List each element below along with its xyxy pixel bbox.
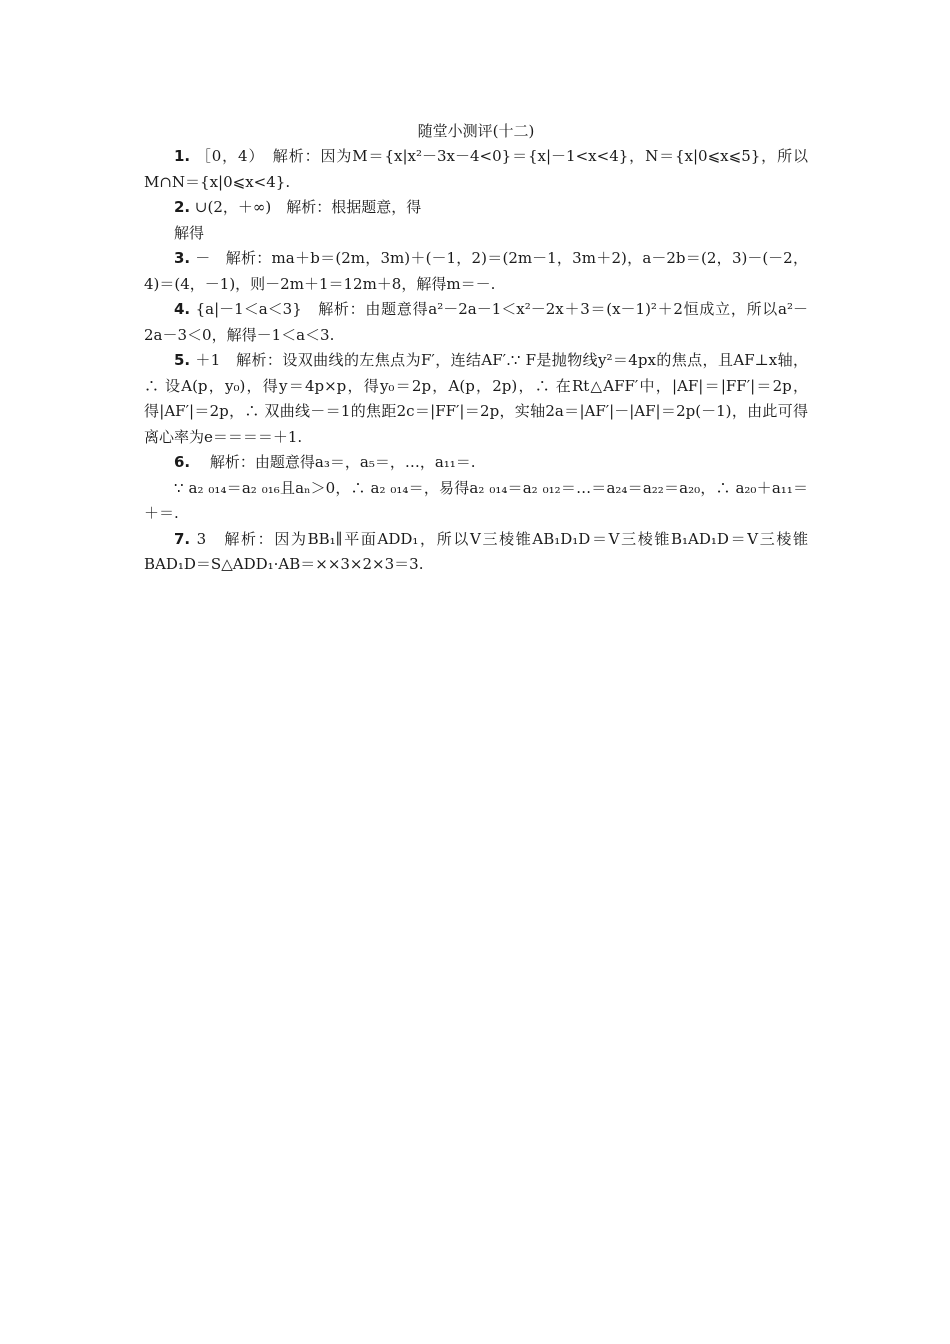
answer-text: ∪(2，＋∞) 解析：根据题意，得 [194,198,422,216]
answer-text: ∵ a₂ ₀₁₄＝a₂ ₀₁₆且aₙ＞0，∴ a₂ ₀₁₄＝，易得a₂ ₀₁₄＝a₂ ₀₁₂＝…＝a₂₄＝a₂₂＝a₂₀，∴ a₂₀＋a₁₁＝＋＝. [144,478,808,522]
answer-number: 2. [174,198,191,216]
answer-text: ［0，4） 解析：因为M＝{x|x²－3x－4<0}＝{x|－1<x<4}，N＝{x|0⩽x⩽5}，所以M∩N＝{x|0⩽x<4}. [144,147,808,191]
answer-3 [144,246,808,297]
answer-6-continued [144,476,808,527]
answer-2 [144,195,808,221]
answer-2-continued [144,221,808,247]
answer-text: 3 解析：因为BB₁∥平面ADD₁，所以V三棱锥AB₁D₁D＝V三棱锥B₁AD₁D＝V三棱锥BAD₁D＝S△ADD₁·AB＝××3×2×3＝3. [144,529,808,573]
answer-1 [144,144,808,195]
answer-number: 3. [174,249,191,267]
answer-text: 解得 [174,223,205,242]
page-title: 随堂小测评(十二) [417,122,535,140]
answer-sheet [144,118,808,578]
answer-number: 5. [174,351,191,369]
answer-text: ＋1 解析：设双曲线的左焦点为F′，连结AF′.∵ F是抛物线y²＝4px的焦点，且AF⊥x轴，∴ 设A(p，y₀)，得y＝4p×p，得y₀＝2p，A(p，2p)，∴ 在Rt△AFF′中，|AF|＝|FF′|＝2p，得|AF′|＝2p，∴ 双曲线－＝1的焦距2c＝|FF′|＝2p，实轴2a＝|AF′|－|AF|＝2p(－1)，由此可得离心率为e＝＝＝＝＋1. [144,351,808,446]
answer-text: {a|－1＜a＜3} 解析：由题意得a²－2a－1＜x²－2x＋3＝(x－1)²＋2恒成立，所以a²－2a－3＜0，解得－1＜a＜3. [144,300,808,344]
answer-7 [144,527,808,578]
answer-text: 解析：由题意得a₃＝，a₅＝，…，a₁₁＝. [194,453,476,471]
answer-6 [144,450,808,476]
answer-number: 6. [174,453,191,471]
answer-number: 4. [174,300,191,318]
answer-number: 7. [174,529,191,548]
answer-number: 1. [174,147,191,165]
answer-4 [144,297,808,348]
answer-5 [144,348,808,450]
answer-text: － 解析：ma＋b＝(2m，3m)＋(－1，2)＝(2m－1，3m＋2)，a－2b＝(2，3)－(－2，4)＝(4，－1)，则－2m＋1＝12m＋8，解得m＝－. [144,249,808,293]
